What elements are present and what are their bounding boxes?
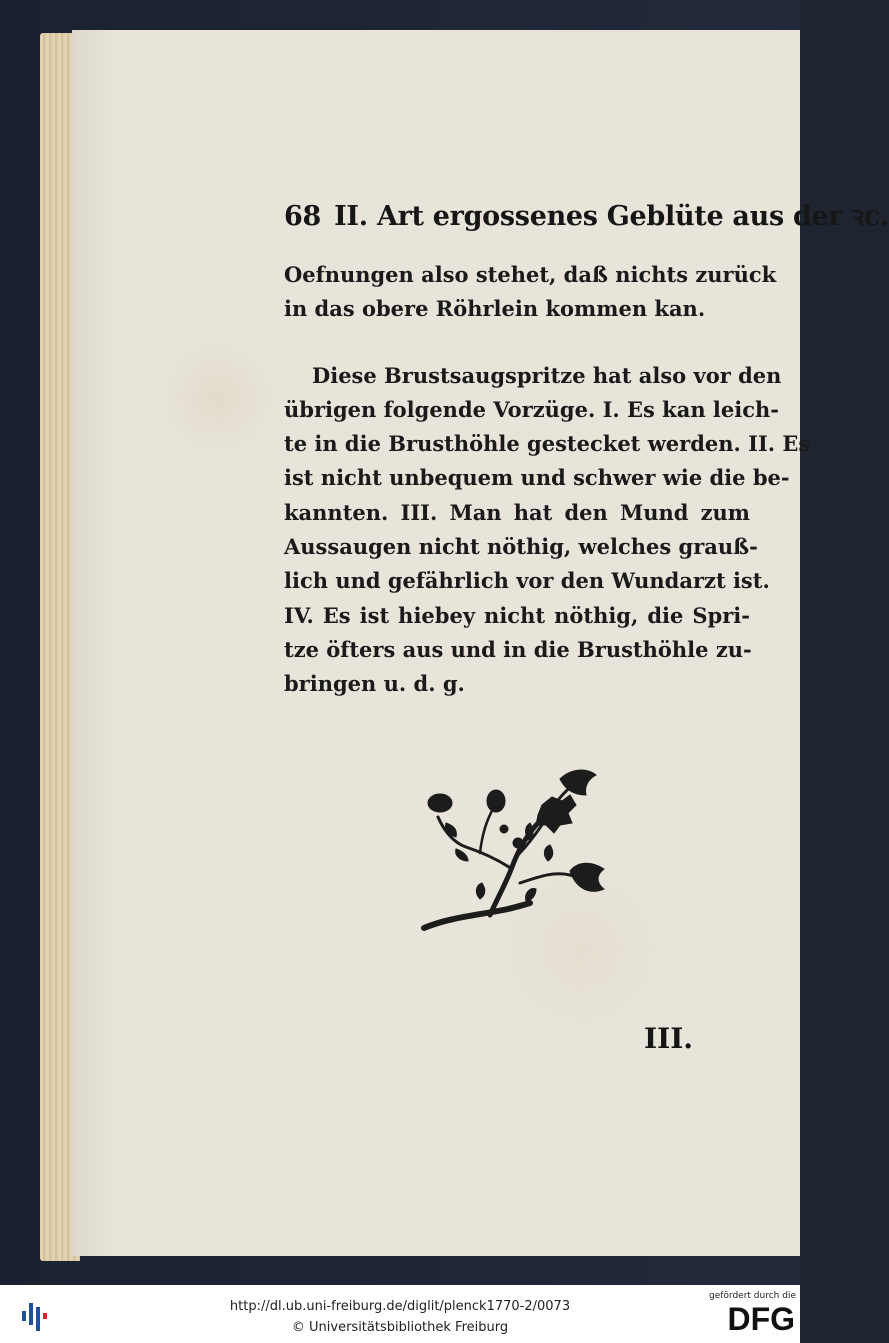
- running-head: [284, 196, 889, 236]
- page-number: 68: [284, 201, 321, 232]
- catchword: III.: [644, 1022, 694, 1055]
- paragraph: [284, 258, 777, 327]
- text-line: IV. Es ist hiebey nicht nöthig, die Spri-: [284, 602, 750, 628]
- funder-block: [700, 1291, 796, 1339]
- funding-note: gefördert durch die: [709, 1291, 796, 1301]
- running-head-title: II. Art ergossenes Geblüte aus der ꝛc.: [334, 201, 889, 232]
- copyright-notice: © Universitätsbibliothek Freiburg: [291, 1320, 509, 1335]
- body-text: [284, 258, 811, 702]
- text-line: ist nicht unbequem und schwer wie die be-: [284, 465, 790, 491]
- text-line: in das obere Röhrlein kommen kan.: [284, 296, 706, 322]
- text-line: übrigen folgende Vorzüge. I. Es kan leich-: [284, 396, 780, 422]
- text-line: tze öfters aus und in die Brusthöhle zu-: [284, 636, 752, 662]
- viewer-footer: [0, 1285, 800, 1343]
- text-line: Diese Brustsaugspritze hat also vor den: [312, 362, 782, 388]
- text-line: bringen u. d. g.: [284, 671, 465, 697]
- paragraph: [284, 359, 811, 702]
- permalink-url[interactable]: http://dl.ub.uni-freiburg.de/diglit/plenck1770-2/0073: [229, 1299, 571, 1314]
- floral-ornament-icon: [420, 765, 610, 935]
- dfg-logo-text: DFG: [727, 1301, 795, 1337]
- dfg-logo-icon: [710, 1301, 796, 1337]
- text-line: kannten. III. Man hat den Mund zum: [284, 499, 750, 525]
- text-line: Aussaugen nicht nöthig, welches grauß-: [284, 534, 758, 560]
- text-line: lich und gefährlich vor den Wundarzt ist.: [284, 568, 770, 594]
- text-line: Oefnungen also stehet, daß nichts zurück: [284, 262, 777, 287]
- text-line: te in die Brusthöhle gestecket werden. II. Es: [284, 431, 811, 457]
